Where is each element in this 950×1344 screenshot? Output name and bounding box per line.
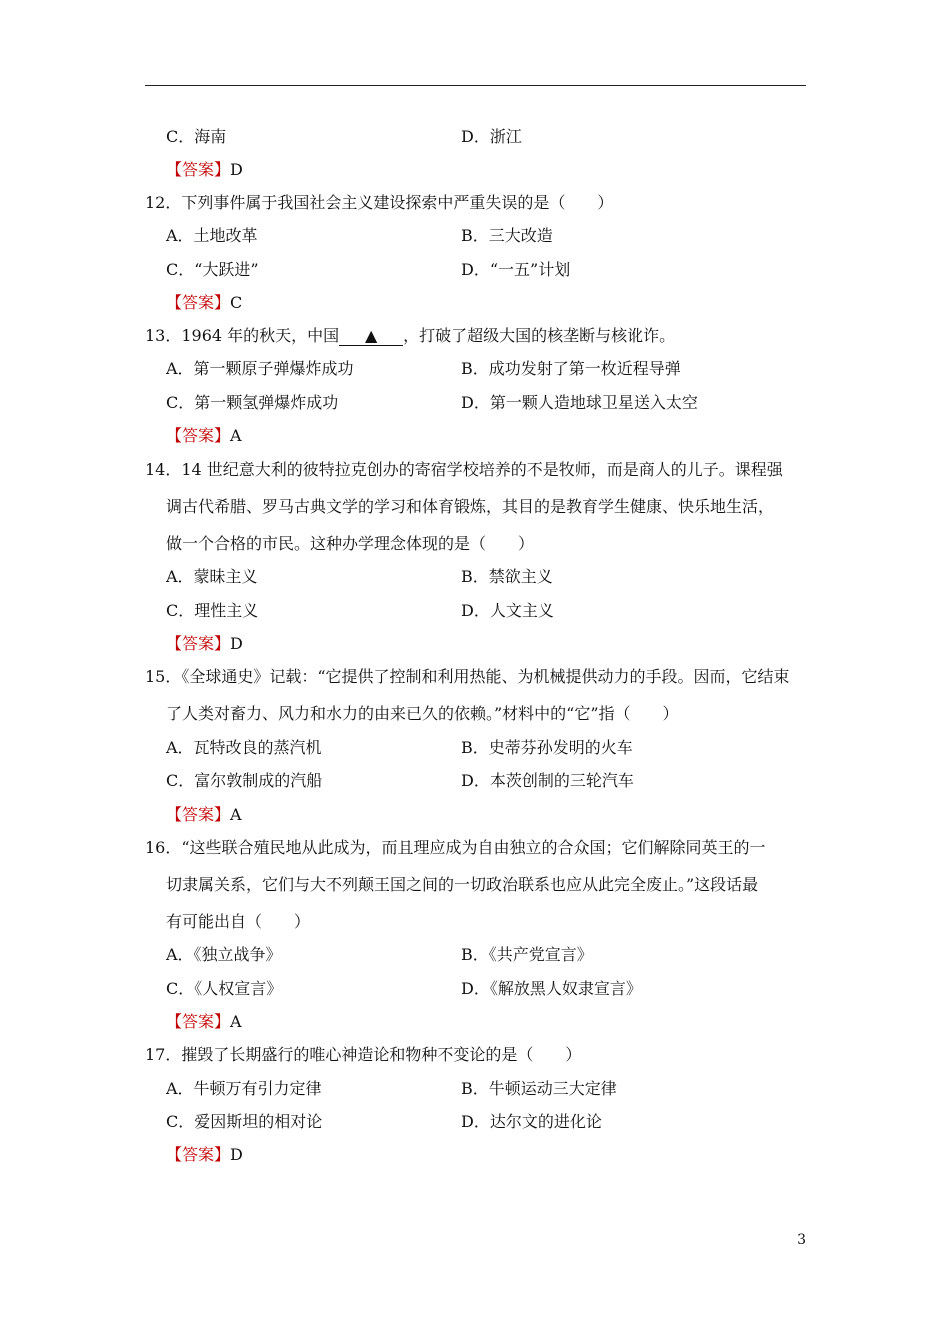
q17-option-d: D．达尔文的进化论 [461,1112,602,1131]
q14-stem-line3: 做一个合格的市民。这种办学理念体现的是（ ） [166,534,535,553]
answer-label: 【答案】 [166,426,231,445]
answer-value: D [230,1145,243,1164]
q17-option-b: B．牛顿运动三大定律 [461,1079,617,1098]
q14-option-a: A．蒙昧主义 [166,567,258,586]
q11-answer [166,159,243,181]
answer-label: 【答案】 [166,160,231,179]
q13-stem-post: ，打破了超级大国的核垄断与核讹诈。 [403,326,676,345]
q13-blank [339,327,403,346]
q11-option-d: D．浙江 [461,127,522,146]
q15-option-d: D．本茨创制的三轮汽车 [461,771,634,790]
q14-option-b: B．禁欲主义 [461,567,553,586]
answer-label: 【答案】 [166,634,231,653]
q12-option-d: D．“一五”计划 [461,260,571,279]
q15-option-c: C．富尔敦制成的汽船 [166,771,323,790]
answer-value: C [230,293,243,312]
q14-answer [166,633,243,655]
triangle-icon: ▲ [365,326,378,345]
q13-option-a: A．第一颗原子弹爆炸成功 [166,359,354,378]
q12-option-a: A．土地改革 [166,226,258,245]
q13-option-b: B．成功发射了第一枚近程导弹 [461,359,681,378]
answer-value: A [230,426,242,445]
q12-option-c: C．“大跃进” [166,260,259,279]
answer-label: 【答案】 [166,1012,231,1031]
q15-option-b: B．史蒂芬孙发明的火车 [461,738,633,757]
q12-answer [166,292,242,314]
q13-option-c: C．第一颗氢弹爆炸成功 [166,393,339,412]
q16-answer [166,1011,242,1033]
q17-option-a: A．牛顿万有引力定律 [166,1079,322,1098]
q15-stem-line1: 15．《全球通史》记载：“它提供了控制和利用热能、为机械提供动力的手段。因而，它结束 [145,667,790,686]
q14-stem-line1: 14．14 世纪意大利的彼特拉克创办的寄宿学校培养的不是牧师，而是商人的儿子。课程强 [145,460,783,479]
q13-stem-pre: 13．1964 年的秋天，中国 [145,326,340,345]
q12-option-b: B．三大改造 [461,226,553,245]
q13-stem [145,325,675,347]
q14-option-c: C．理性主义 [166,601,259,620]
answer-value: D [230,160,243,179]
q12-stem: 12．下列事件属于我国社会主义建设探索中严重失误的是（ ） [145,193,614,212]
q16-stem-line2: 切隶属关系，它们与大不列颠王国之间的一切政治联系也应从此完全废止。”这段话最 [166,875,759,894]
q16-option-c: C．《人权宣言》 [166,979,283,998]
answer-label: 【答案】 [166,805,231,824]
q16-option-a: A．《独立战争》 [166,945,282,964]
q13-option-d: D．第一颗人造地球卫星送入太空 [461,393,698,412]
q15-stem-line2: 了人类对畜力、风力和水力的由来已久的依赖。”材料中的“它”指（ ） [166,704,679,723]
q17-answer [166,1144,243,1166]
q15-answer [166,804,242,826]
answer-label: 【答案】 [166,293,231,312]
q16-option-b: B．《共产党宣言》 [461,945,593,964]
q16-stem-line3: 有可能出自（ ） [166,912,311,931]
q16-option-d: D．《解放黑人奴隶宣言》 [461,979,642,998]
header-rule [145,85,806,86]
q14-option-d: D．人文主义 [461,601,554,620]
answer-value: A [230,1012,242,1031]
q17-stem: 17．摧毁了长期盛行的唯心神造论和物种不变论的是（ ） [145,1045,582,1064]
q15-option-a: A．瓦特改良的蒸汽机 [166,738,322,757]
answer-label: 【答案】 [166,1145,231,1164]
answer-value: A [230,805,242,824]
page-number: 3 [797,1232,806,1248]
q14-stem-line2: 调古代希腊、罗马古典文学的学习和体育锻炼，其目的是教育学生健康、快乐地生活， [166,497,775,516]
answer-value: D [230,634,243,653]
q16-stem-line1: 16．“这些联合殖民地从此成为，而且理应成为自由独立的合众国；它们解除同英王的一 [145,838,766,857]
q11-option-c: C．海南 [166,127,227,146]
q17-option-c: C．爱因斯坦的相对论 [166,1112,323,1131]
q13-answer [166,425,242,447]
